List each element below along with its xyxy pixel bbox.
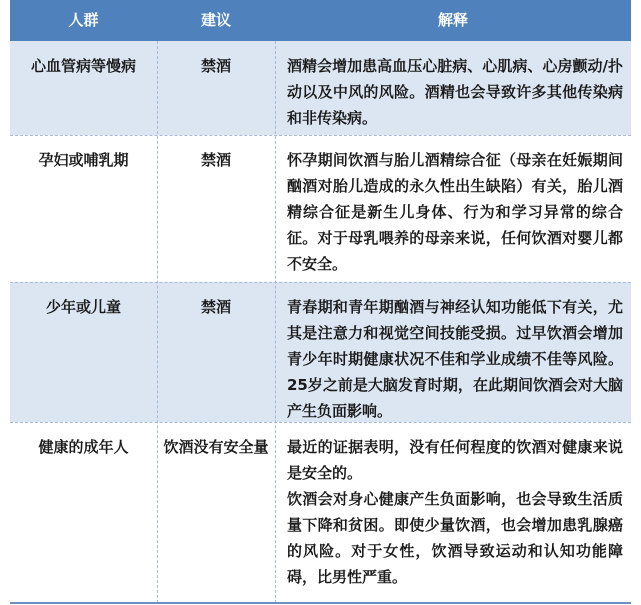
explanation-text: 酒精会增加患高血压心脏病、心肌病、心房颤动/扑动以及中风的风险。酒精也会导致许多其他传染病和非传染病。 bbox=[287, 57, 623, 127]
group-cell: 孕妇或哺乳期 bbox=[38, 151, 129, 169]
header-advice: 建议 bbox=[200, 11, 231, 29]
explanation-cell bbox=[275, 41, 631, 131]
row-divider bbox=[10, 135, 631, 136]
explanation-cell bbox=[275, 135, 631, 277]
table-row bbox=[10, 422, 631, 602]
column-divider bbox=[157, 41, 158, 603]
alcohol-advice-table bbox=[10, 0, 631, 603]
explanation-text: 怀孕期间饮酒与胎儿酒精综合征（母亲在妊娠期间酗酒对胎儿造成的永久性出生缺陷）有关，胎儿酒精综合征是新生儿身体、行为和学习异常的综合征。对于母乳喂养的母亲来说，任何饮酒对婴儿都不安全。 bbox=[287, 151, 623, 273]
table-row bbox=[10, 282, 631, 422]
header-explanation: 解释 bbox=[437, 11, 468, 29]
column-divider bbox=[275, 41, 276, 603]
advice-cell: 禁酒 bbox=[200, 151, 231, 169]
group-cell: 少年或儿童 bbox=[45, 298, 121, 316]
table-bottom-border bbox=[10, 602, 631, 604]
table-row bbox=[10, 41, 631, 135]
table-header bbox=[10, 0, 631, 41]
row-divider bbox=[10, 282, 631, 283]
advice-cell: 禁酒 bbox=[200, 298, 231, 316]
explanation-text: 饮酒会对身心健康产生负面影响，也会导致生活质量下降和贫困。即使少量饮酒，也会增加患乳腺癌的风险。对于女性，饮酒导致运动和认知功能障碍，比男性严重。 bbox=[287, 490, 623, 586]
advice-cell: 饮酒没有安全量 bbox=[163, 438, 269, 456]
group-cell: 心血管病等慢病 bbox=[30, 57, 136, 75]
table-row bbox=[10, 135, 631, 282]
explanation-text: 最近的证据表明，没有任何程度的饮酒对健康来说是安全的。 bbox=[287, 438, 623, 482]
advice-cell: 禁酒 bbox=[200, 57, 231, 75]
row-divider bbox=[10, 422, 631, 423]
explanation-cell bbox=[275, 282, 631, 424]
header-group: 人群 bbox=[68, 11, 99, 29]
explanation-cell bbox=[275, 422, 631, 590]
group-cell: 健康的成年人 bbox=[38, 438, 129, 456]
explanation-text: 青春期和青年期酗酒与神经认知功能低下有关，尤其是注意力和视觉空间技能受损。过早饮酒会增加青少年时期健康状况不佳和学业成绩不佳等风险。25岁之前是大脑发育时期，在此期间饮酒会对大脑产生负面影响。 bbox=[287, 298, 623, 420]
